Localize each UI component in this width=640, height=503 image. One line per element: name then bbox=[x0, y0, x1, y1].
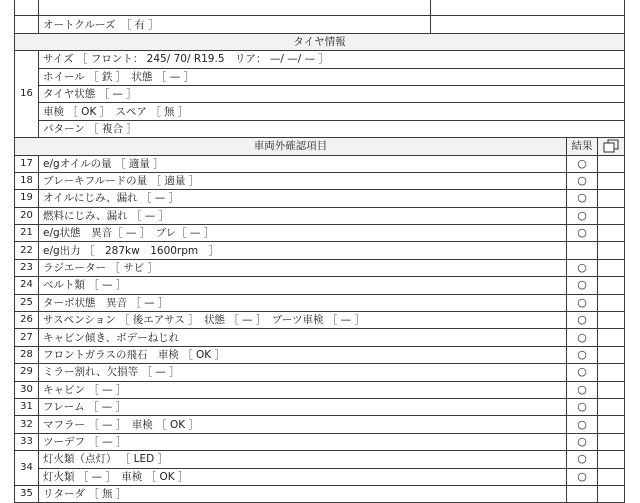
tire-row-3 bbox=[15, 103, 625, 120]
tire-inspection-cell: 車検 ［ OK ］ スペア ［ 無 ］ bbox=[39, 103, 625, 120]
inspection-table bbox=[14, 0, 625, 503]
item-number: 31 bbox=[15, 398, 39, 415]
exterior-items bbox=[15, 155, 625, 451]
table-row bbox=[15, 155, 625, 172]
item-text: 灯火類 ［ — ］ 車検 ［ OK ］ bbox=[39, 468, 567, 485]
item-text: ツーデフ ［ — ］ bbox=[39, 433, 567, 450]
remark-cell bbox=[598, 468, 625, 485]
item-number: 21 bbox=[15, 225, 39, 242]
item-number: 27 bbox=[15, 329, 39, 346]
item-text: ミラー割れ、欠損等 ［ — ］ bbox=[39, 364, 567, 381]
exterior-section-header bbox=[15, 138, 625, 155]
remark-cell bbox=[598, 172, 625, 189]
remark-cell bbox=[598, 190, 625, 207]
item-text: サスペンション ［ 後エアサス ］ 状態 ［ — ］ ブーツ車検 ［ — ］ bbox=[39, 312, 567, 329]
item-number: 19 bbox=[15, 190, 39, 207]
top-num-cell bbox=[15, 16, 39, 33]
remark-cell bbox=[598, 451, 625, 468]
table-row bbox=[15, 398, 625, 415]
tire-section-header bbox=[15, 33, 625, 50]
table-row bbox=[15, 416, 625, 433]
item-number: 22 bbox=[15, 242, 39, 259]
table-row bbox=[15, 242, 625, 259]
result-mark: ○ bbox=[567, 329, 598, 346]
remark-cell bbox=[598, 312, 625, 329]
item-number: 32 bbox=[15, 416, 39, 433]
item-text: ラジエーター ［ サビ ］ bbox=[39, 259, 567, 276]
item-number: 28 bbox=[15, 346, 39, 363]
auto-cruise-cell: オートクルーズ ［ 有 ］ bbox=[39, 16, 431, 33]
item-number: 23 bbox=[15, 259, 39, 276]
table-row bbox=[15, 364, 625, 381]
top-row-0 bbox=[15, 0, 625, 16]
result-mark: ○ bbox=[567, 312, 598, 329]
remark-cell bbox=[598, 416, 625, 433]
item-number: 30 bbox=[15, 381, 39, 398]
remark-cell bbox=[598, 485, 625, 502]
table-row bbox=[15, 329, 625, 346]
result-mark: ○ bbox=[567, 398, 598, 415]
item-text: フレーム ［ — ］ bbox=[39, 398, 567, 415]
result-mark: ○ bbox=[567, 416, 598, 433]
result-mark: ○ bbox=[567, 172, 598, 189]
tire-size-cell: サイズ ［ フロント： 245/ 70/ R19.5 リア： —/ —/ — ］ bbox=[39, 51, 625, 68]
item-text: オイルにじみ、漏れ ［ — ］ bbox=[39, 190, 567, 207]
tire-condition-cell: タイヤ状態 ［ — ］ bbox=[39, 85, 625, 102]
copy-icon[interactable] bbox=[598, 138, 625, 155]
result-mark: ○ bbox=[567, 155, 598, 172]
item-text: ターボ状態 異音 ［ — ］ bbox=[39, 294, 567, 311]
result-mark: ○ bbox=[567, 190, 598, 207]
item-number: 33 bbox=[15, 433, 39, 450]
top-row-1 bbox=[15, 16, 625, 33]
result-mark: ○ bbox=[567, 364, 598, 381]
item-text: ブレーキフルードの量 ［ 適量 ］ bbox=[39, 172, 567, 189]
remark-cell bbox=[598, 294, 625, 311]
remark-cell bbox=[598, 259, 625, 276]
item-text: キャビン傾き、ボデーねじれ bbox=[39, 329, 567, 346]
item-text: リターダ ［ 無 ］ bbox=[39, 485, 567, 502]
table-row bbox=[15, 451, 625, 468]
result-mark: ○ bbox=[567, 277, 598, 294]
result-mark: ○ bbox=[567, 346, 598, 363]
tire-row-1 bbox=[15, 68, 625, 85]
result-mark: ○ bbox=[567, 433, 598, 450]
remark-cell bbox=[598, 398, 625, 415]
item-number: 25 bbox=[15, 294, 39, 311]
result-mark: ○ bbox=[567, 225, 598, 242]
tire-row-0 bbox=[15, 51, 625, 68]
remark-cell bbox=[598, 207, 625, 224]
item-number: 34 bbox=[15, 451, 39, 486]
item-text: フロントガラスの飛石 車検 ［ OK ］ bbox=[39, 346, 567, 363]
result-mark: ○ bbox=[567, 451, 598, 468]
top-row-0-label bbox=[39, 0, 431, 16]
item-number: 18 bbox=[15, 172, 39, 189]
tire-wheel-cell: ホイール ［ 鉄 ］ 状態 ［ — ］ bbox=[39, 68, 625, 85]
result-mark bbox=[567, 242, 598, 259]
result-mark: ○ bbox=[567, 294, 598, 311]
table-row bbox=[15, 225, 625, 242]
item-number: 20 bbox=[15, 207, 39, 224]
table-row bbox=[15, 294, 625, 311]
table-row bbox=[15, 207, 625, 224]
table-row bbox=[15, 433, 625, 450]
table-row bbox=[15, 381, 625, 398]
remark-cell bbox=[598, 433, 625, 450]
remark-cell bbox=[598, 225, 625, 242]
table-row bbox=[15, 468, 625, 485]
item-text: e/gオイルの量 ［ 適量 ］ bbox=[39, 155, 567, 172]
result-mark: ○ bbox=[567, 468, 598, 485]
tire-row-2 bbox=[15, 85, 625, 102]
table-row bbox=[15, 485, 625, 502]
item-text: キャビン ［ — ］ bbox=[39, 381, 567, 398]
item-text: e/g出力 ［ 287kw 1600rpm ］ bbox=[39, 242, 567, 259]
result-mark: ○ bbox=[567, 259, 598, 276]
tire-section-title: タイヤ情報 bbox=[15, 33, 625, 50]
remark-cell bbox=[598, 381, 625, 398]
item-text: e/g状態 異音［ — ］ ブレ［ — ］ bbox=[39, 225, 567, 242]
result-mark: ○ bbox=[567, 207, 598, 224]
tire-item-number: 16 bbox=[15, 51, 39, 138]
top-num-cell bbox=[15, 0, 39, 16]
tire-row-4 bbox=[15, 120, 625, 137]
top-row-0-right bbox=[431, 0, 625, 16]
item-number: 26 bbox=[15, 312, 39, 329]
item-number: 29 bbox=[15, 364, 39, 381]
item-number: 24 bbox=[15, 277, 39, 294]
item-text: 灯火類（点灯） ［ LED ］ bbox=[39, 451, 567, 468]
remark-cell bbox=[598, 329, 625, 346]
remark-cell bbox=[598, 242, 625, 259]
table-row bbox=[15, 172, 625, 189]
item-text: ベルト類 ［ — ］ bbox=[39, 277, 567, 294]
table-row bbox=[15, 259, 625, 276]
result-mark: ○ bbox=[567, 381, 598, 398]
remark-cell bbox=[598, 277, 625, 294]
item-number: 17 bbox=[15, 155, 39, 172]
item-number: 35 bbox=[15, 485, 39, 502]
table-row bbox=[15, 312, 625, 329]
item-text: マフラー ［ — ］ 車検 ［ OK ］ bbox=[39, 416, 567, 433]
result-mark bbox=[567, 485, 598, 502]
remark-cell bbox=[598, 346, 625, 363]
result-column-header: 結果 bbox=[567, 138, 598, 155]
item-text: 燃料にじみ、漏れ ［ — ］ bbox=[39, 207, 567, 224]
tire-pattern-cell: パターン ［ 複合 ］ bbox=[39, 120, 625, 137]
table-row bbox=[15, 346, 625, 363]
top-row-1-right bbox=[431, 16, 625, 33]
remark-cell bbox=[598, 364, 625, 381]
table-row bbox=[15, 190, 625, 207]
remark-cell bbox=[598, 155, 625, 172]
table-row bbox=[15, 277, 625, 294]
exterior-section-title: 車両外確認項目 bbox=[15, 138, 567, 155]
